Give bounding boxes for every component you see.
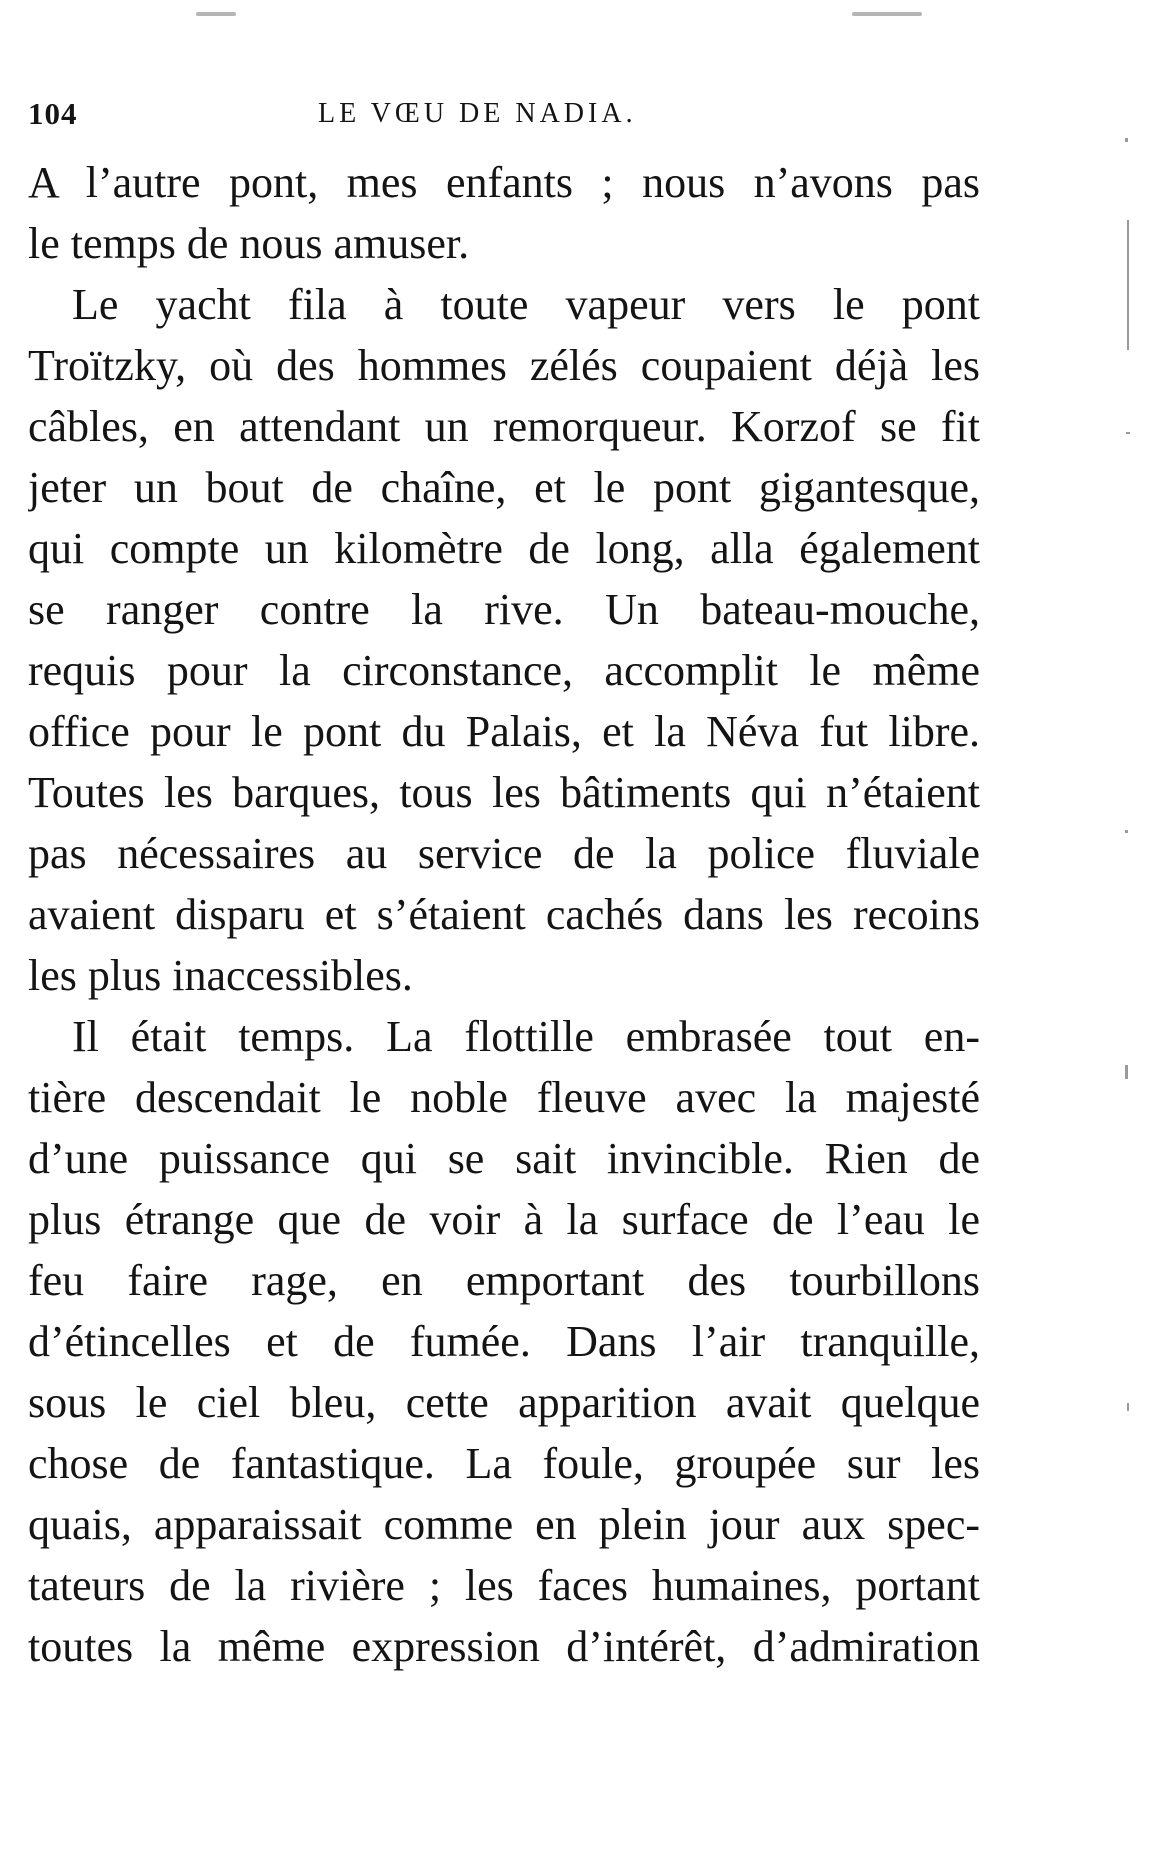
scan-mark bbox=[1126, 432, 1130, 434]
body-text bbox=[28, 152, 980, 1677]
scan-mark bbox=[1125, 830, 1128, 833]
text-line: le temps de nous amuser. bbox=[28, 219, 470, 268]
text-line: Le yacht fila à toute vapeur vers le pont bbox=[72, 280, 980, 329]
text-line: quais, apparaissait comme en plein jour aux spec- bbox=[28, 1500, 980, 1549]
text-line: pas nécessaires au service de la police fluviale bbox=[28, 829, 980, 878]
page-number: 104 bbox=[28, 96, 78, 131]
scan-mark bbox=[1125, 1065, 1128, 1079]
page-header bbox=[28, 96, 976, 136]
text-line: A l’autre pont, mes enfants ; nous n’avons pas bbox=[28, 158, 980, 207]
scan-smudge bbox=[852, 12, 922, 16]
text-line: Troïtzky, où des hommes zélés coupaient déjà les bbox=[28, 341, 980, 390]
text-line: jeter un bout de chaîne, et le pont gigantesque, bbox=[28, 463, 980, 512]
text-line: toutes la même expression d’intérêt, d’admiration bbox=[28, 1622, 980, 1671]
text-line: câbles, en attendant un remorqueur. Korzof se fit bbox=[28, 402, 980, 451]
text-line: sous le ciel bleu, cette apparition avait quelque bbox=[28, 1378, 980, 1427]
text-line: se ranger contre la rive. Un bateau-mouche, bbox=[28, 585, 980, 634]
text-line: qui compte un kilomètre de long, alla également bbox=[28, 524, 980, 573]
text-line: tateurs de la rivière ; les faces humaines, portant bbox=[28, 1561, 980, 1610]
text-line: d’étincelles et de fumée. Dans l’air tranquille, bbox=[28, 1317, 980, 1366]
text-line: tière descendait le noble fleuve avec la majesté bbox=[28, 1073, 980, 1122]
text-line: feu faire rage, en emportant des tourbillons bbox=[28, 1256, 980, 1305]
text-line: Toutes les barques, tous les bâtiments qui n’étaient bbox=[28, 768, 980, 817]
text-line: office pour le pont du Palais, et la Néva fut libre. bbox=[28, 707, 980, 756]
scan-mark bbox=[1127, 220, 1129, 350]
scan-mark bbox=[1127, 1403, 1129, 1411]
text-line: plus étrange que de voir à la surface de l’eau le bbox=[28, 1195, 980, 1244]
text-line: d’une puissance qui se sait invincible. Rien de bbox=[28, 1134, 980, 1183]
text-line: chose de fantastique. La foule, groupée sur les bbox=[28, 1439, 980, 1488]
text-line: avaient disparu et s’étaient cachés dans les recoins bbox=[28, 890, 980, 939]
text-line: les plus inaccessibles. bbox=[28, 951, 413, 1000]
text-line: requis pour la circonstance, accomplit le même bbox=[28, 646, 980, 695]
scan-mark bbox=[1125, 138, 1128, 142]
scan-margin-marks bbox=[1117, 150, 1137, 1850]
text-line: Il était temps. La flottille embrasée tout en- bbox=[72, 1012, 980, 1061]
running-title: LE VŒU DE NADIA. bbox=[318, 98, 637, 129]
scan-smudge bbox=[196, 12, 236, 16]
